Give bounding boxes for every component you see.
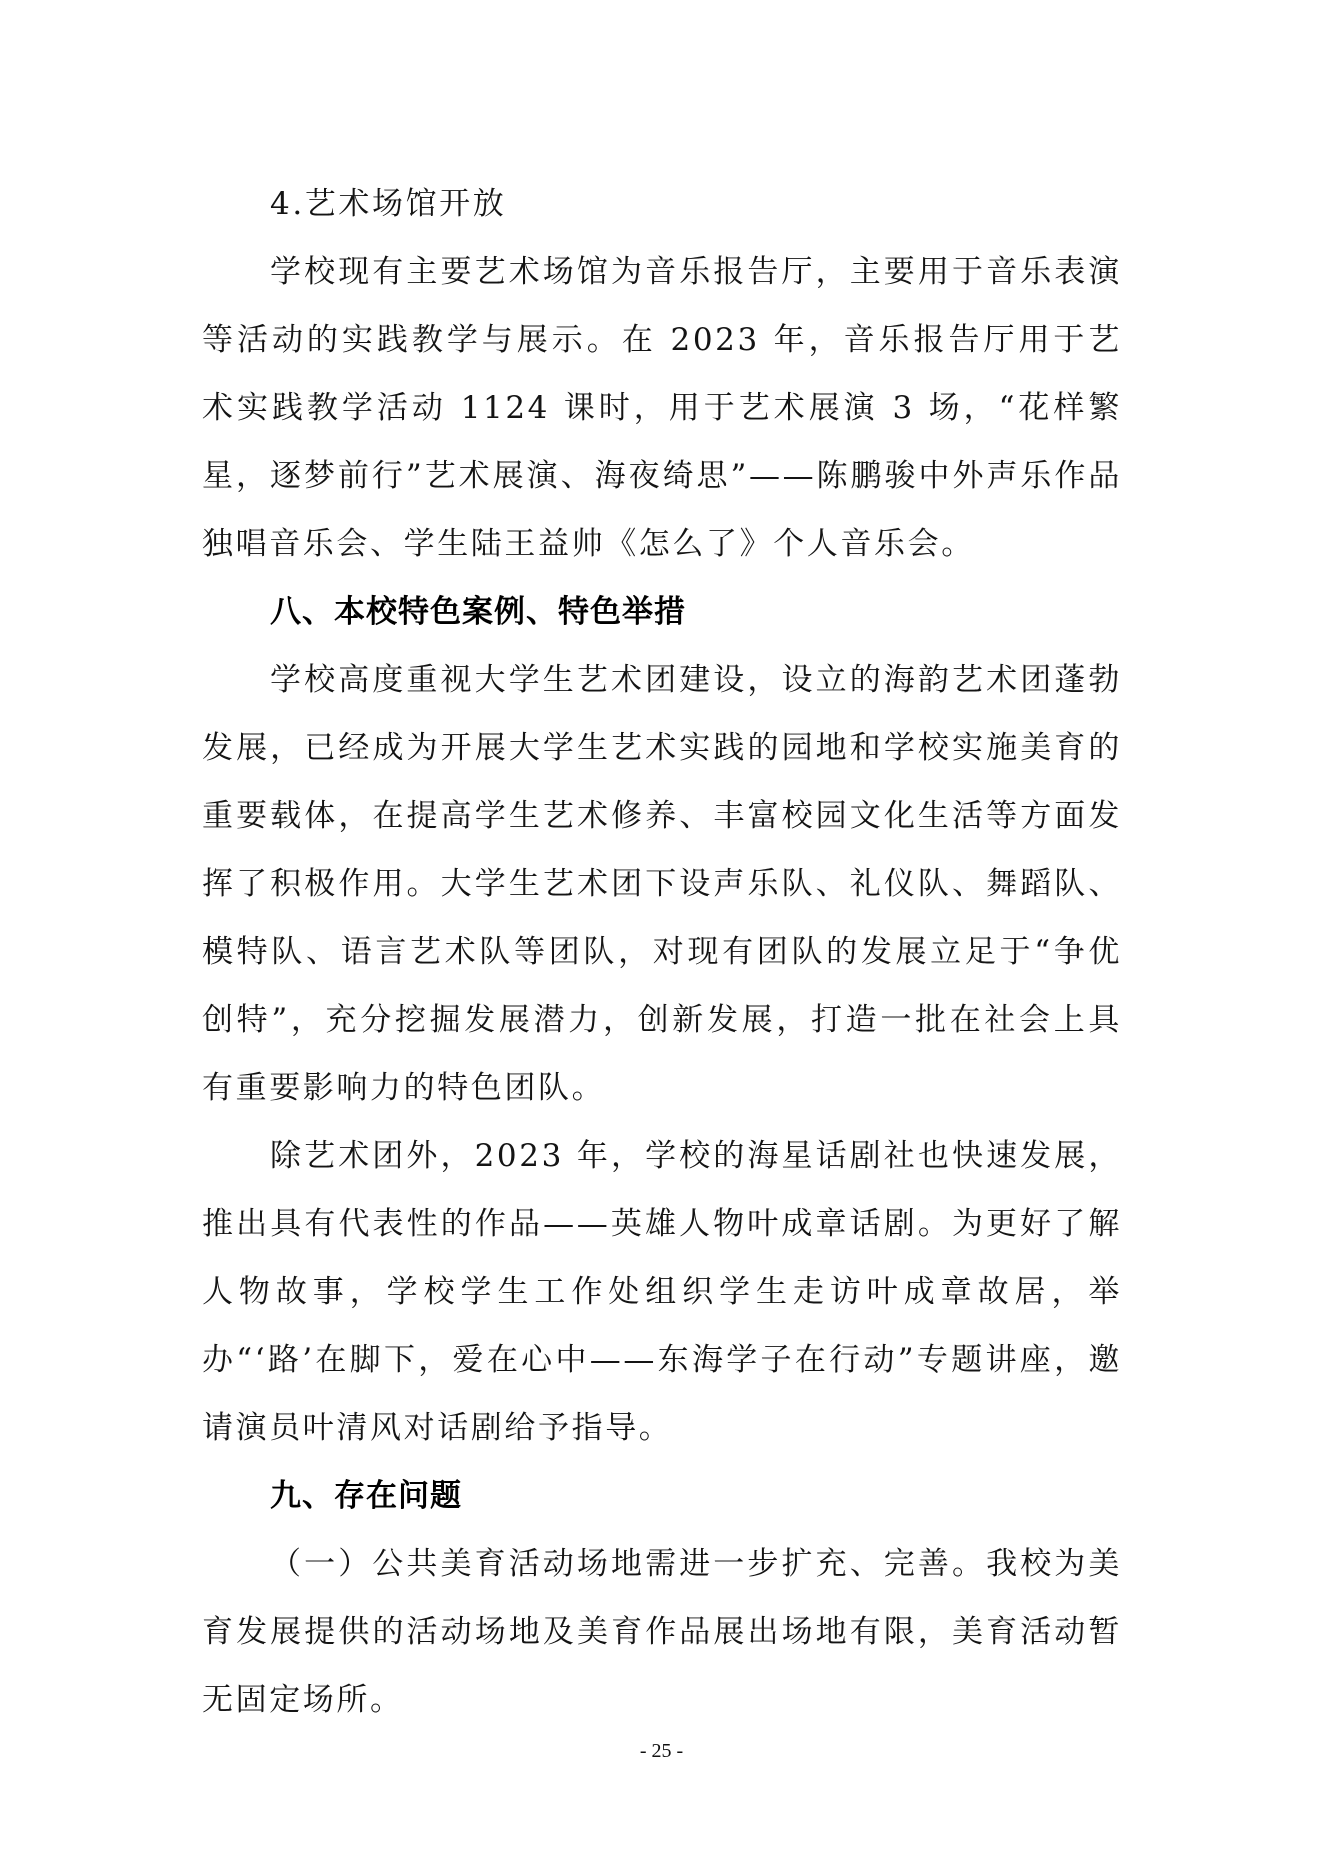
section-heading-featured-cases: 八、本校特色案例、特色举措 — [270, 594, 686, 630]
paragraph-art-venues: 学校现有主要艺术场馆为音乐报告厅，主要用于音乐表演等活动的实践教学与展示。在 2023 年，音乐报告厅用于艺术实践教学活动 1124 课时，用于艺术展演 3 场，“花样繁星，逐梦前行”艺术展演、海夜绮思”——陈鹏骏中外声乐作品独唱音乐会、学生陆王益帅《怎么了》个人音乐会。 — [202, 254, 1122, 562]
subsection-title-art-venues: 4.艺术场馆开放 — [270, 186, 507, 222]
paragraph-problem-venues: （一）公共美育活动场地需进一步扩充、完善。我校为美育发展提供的活动场地及美育作品展出场地有限，美育活动暂无固定场所。 — [202, 1546, 1122, 1718]
paragraph-drama-club: 除艺术团外，2023 年，学校的海星话剧社也快速发展，推出具有代表性的作品——英雄人物叶成章话剧。为更好了解人物故事，学校学生工作处组织学生走访叶成章故居，举办“‘路’在脚下，爱在心中——东海学子在行动”专题讲座，邀请演员叶清风对话剧给予指导。 — [202, 1138, 1122, 1446]
section-heading-existing-problems: 九、存在问题 — [270, 1478, 462, 1514]
page-body — [202, 170, 1122, 1734]
page-number: - 25 - — [639, 1740, 684, 1762]
paragraph-art-troupe: 学校高度重视大学生艺术团建设，设立的海韵艺术团蓬勃发展，已经成为开展大学生艺术实践的园地和学校实施美育的重要载体，在提高学生艺术修养、丰富校园文化生活等方面发挥了积极作用。大学生艺术团下设声乐队、礼仪队、舞蹈队、模特队、语言艺术队等团队，对现有团队的发展立足于“争优创特”，充分挖掘发展潜力，创新发展，打造一批在社会上具有重要影响力的特色团队。 — [202, 662, 1122, 1106]
